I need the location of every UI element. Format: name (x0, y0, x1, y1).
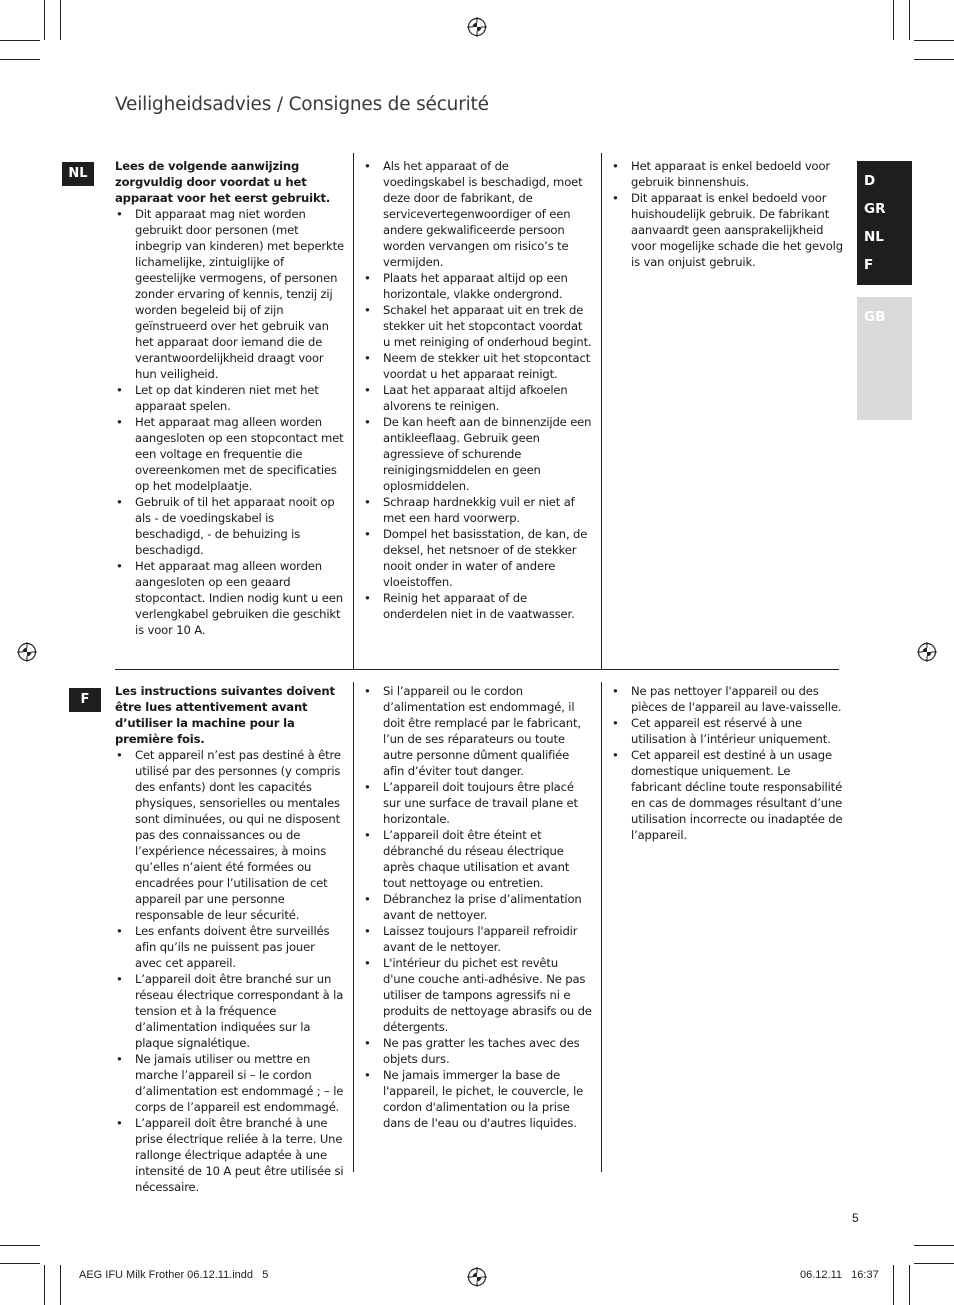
tab-gr: GR (864, 201, 886, 217)
crop-mark (44, 1265, 45, 1305)
bullet-list (115, 747, 345, 1195)
page-title: Veiligheidsadvies / Consignes de sécurité (115, 94, 489, 115)
crop-mark (914, 40, 954, 41)
list-item: • Dompel het basisstation, de kan, de deksel, het netsnoer of de stekker nooit onder in water of andere vloeistoffen. (363, 526, 593, 590)
intro-text: Lees de volgende aanwijzing zorgvuldig door voordat u het apparaat voor het eerst gebruikt. (115, 159, 331, 205)
list-item: • Les enfants doivent être surveillés afin qu’ils ne puissent pas jouer avec cet appareil. (115, 923, 345, 971)
list-item: • Reinig het apparaat of de onderdelen niet in de vaatwasser. (363, 590, 593, 622)
column-divider (353, 682, 354, 1172)
list-item: • L’appareil doit être branché à une prise électrique reliée à la terre. Une rallonge électrique adaptée à une intensité de 10 A peut être utilisée si nécessaire. (115, 1115, 345, 1195)
registration-mark-icon (917, 642, 937, 662)
list-item: • Schakel het apparaat uit en trek de stekker uit het stopcontact voordat u met reiniging of onderhoud begint. (363, 302, 593, 350)
list-item: • Si l’appareil ou le cordon d’alimentation est endommagé, il doit être remplacé par le fabricant, l’un de ses réparateurs ou toute autre personne dûment qualifiée afin d’éviter tout danger. (363, 683, 593, 779)
list-item: • Het apparaat mag alleen worden aangesloten op een stopcontact met een voltage en frequentie die overeenkomen met de specificaties op het modelplaatje. (115, 414, 345, 494)
list-item: • Ne pas nettoyer l'appareil ou des pièces de l'appareil au lave-vaisselle. (611, 683, 843, 715)
language-tabs (857, 161, 912, 285)
list-item: • Débranchez la prise d’alimentation avant de nettoyer. (363, 891, 593, 923)
list-item: • Ne pas gratter les taches avec des objets durs. (363, 1035, 593, 1067)
list-item: • Schraap hardnekkig vuil er niet af met een hard voorwerp. (363, 494, 593, 526)
bullet-list (363, 683, 593, 1131)
crop-mark (0, 40, 40, 41)
fr-column-3 (611, 683, 843, 843)
list-item: • Cet appareil est destiné à un usage domestique uniquement. Le fabricant décline toute responsabilité en cas de dommages résultant d’une utilisation incorrecte ou inadaptée de l’appareil. (611, 747, 843, 843)
list-item: • Laissez toujours l'appareil refroidir avant de le nettoyer. (363, 923, 593, 955)
footer-filename: AEG IFU Milk Frother 06.12.11.indd 5 (79, 1269, 269, 1281)
list-item: • Laat het apparaat altijd afkoelen alvorens te reinigen. (363, 382, 593, 414)
bullet-list (611, 158, 843, 270)
list-item: • L’appareil doit être éteint et débranché du réseau électrique après chaque utilisation et avant tout nettoyage ou entretien. (363, 827, 593, 891)
list-item: • Ne jamais utiliser ou mettre en marche l’appareil si – le cordon d’alimentation est endommagé ; – le corps de l’appareil est endommagé. (115, 1051, 345, 1115)
column-divider (601, 682, 602, 1172)
list-item: • Plaats het apparaat altijd op een horizontale, vlakke ondergrond. (363, 270, 593, 302)
list-item: • L’appareil doit toujours être placé sur une surface de travail plane et horizontale. (363, 779, 593, 827)
page-number: 5 (852, 1211, 859, 1225)
crop-mark (44, 0, 45, 40)
crop-mark (914, 1245, 954, 1246)
list-item: • De kan heeft aan de binnenzijde een antikleeflaag. Gebruik geen agressieve of schurende reinigingsmiddelen en geen oplosmiddelen. (363, 414, 593, 494)
language-tab-group-inactive (857, 297, 912, 420)
fr-column-2 (363, 683, 593, 1131)
nl-column-1 (115, 158, 345, 638)
nl-column-3 (611, 158, 843, 270)
language-tab-group-active (857, 161, 912, 285)
crop-mark (909, 1265, 910, 1305)
crop-mark (0, 1245, 40, 1246)
section-divider (115, 669, 839, 670)
list-item: • Dit apparaat is enkel bedoeld voor huishoudelijk gebruik. De fabrikant aanvaardt geen aansprakelijkheid voor mogelijke schade die het gevolg is van onjuist gebruik. (611, 190, 843, 270)
column-divider (353, 153, 354, 669)
list-item: • Cet appareil est réservé à une utilisation à l’intérieur uniquement. (611, 715, 843, 747)
tab-f: F (864, 257, 874, 273)
bullet-list (363, 158, 593, 622)
list-item: • Let op dat kinderen niet met het apparaat spelen. (115, 382, 345, 414)
section-badge-nl: NL (62, 162, 94, 186)
list-item: • Neem de stekker uit het stopcontact voordat u het apparaat reinigt. (363, 350, 593, 382)
column-divider (601, 153, 602, 669)
crop-mark (0, 59, 40, 60)
tab-nl: NL (864, 229, 884, 245)
crop-mark (60, 1265, 61, 1305)
list-item: • Als het apparaat of de voedingskabel is beschadigd, moet deze door de fabrikant, de servicevertegenwoordiger of een andere gekwalificeerde persoon worden vervangen om risico’s te vermijden. (363, 158, 593, 270)
list-item: • L'intérieur du pichet est revêtu d'une couche anti-adhésive. Ne pas utiliser de tampons agressifs ni e produits de nettoyage abrasifs ou de détergents. (363, 955, 593, 1035)
list-item: • Gebruik of til het apparaat nooit op als - de voedingskabel is beschadigd, - de behuizing is beschadigd. (115, 494, 345, 558)
fr-column-1 (115, 683, 345, 1195)
list-item: • Dit apparaat mag niet worden gebruikt door personen (met inbegrip van kinderen) met beperkte lichamelijke, zintuiglijke of geestelijke vermogens, of personen zonder ervaring of kennis, tenzij zij worden begeleid bij of zijn geïnstrueerd over het gebruik van het apparaat door iemand die de verantwoordelijkheid draagt voor hun veiligheid. (115, 206, 345, 382)
section-badge-f: F (69, 688, 101, 712)
list-item: • L’appareil doit être branché sur un réseau électrique correspondant à la tension et à la fréquence d’alimentation indiquées sur la plaque signalétique. (115, 971, 345, 1051)
list-item: • Het apparaat is enkel bedoeld voor gebruik binnenshuis. (611, 158, 843, 190)
list-item: • Ne jamais immerger la base de l'appareil, le pichet, le couvercle, le cordon d'alimentation ou la prise dans de l'eau ou d'autres liquides. (363, 1067, 593, 1131)
bullet-list (115, 206, 345, 638)
list-item: • Het apparaat mag alleen worden aangesloten op een geaard stopcontact. Indien nodig kunt u een verlengkabel gebruiken die geschikt is voor 10 A. (115, 558, 345, 638)
crop-mark (914, 59, 954, 60)
crop-mark (893, 0, 894, 40)
nl-column-2 (363, 158, 593, 622)
crop-mark (0, 1263, 40, 1264)
crop-mark (909, 0, 910, 40)
tab-d: D (864, 173, 876, 189)
crop-mark (914, 1263, 954, 1264)
bullet-list (611, 683, 843, 843)
footer-timestamp: 06.12.11 16:37 (800, 1269, 879, 1281)
tab-gb: GB (864, 309, 886, 325)
registration-mark-icon (17, 642, 37, 662)
crop-mark (893, 1265, 894, 1305)
intro-text: Les instructions suivantes doivent être lues attentivement avant d’utiliser la machine pour la première fois. (115, 684, 335, 746)
registration-mark-icon (467, 1267, 487, 1287)
registration-mark-icon (467, 17, 487, 37)
crop-mark (60, 0, 61, 40)
list-item: • Cet appareil n’est pas destiné à être utilisé par des personnes (y compris des enfants) dont les capacités physiques, sensorielles ou mentales sont diminuées, ou qui ne disposent pas des connaissances ou de l’expérience nécessaires, à moins qu’elles n’aient été formées ou encadrées pour l’utilisation de cet appareil par une personne responsable de leur sécurité. (115, 747, 345, 923)
